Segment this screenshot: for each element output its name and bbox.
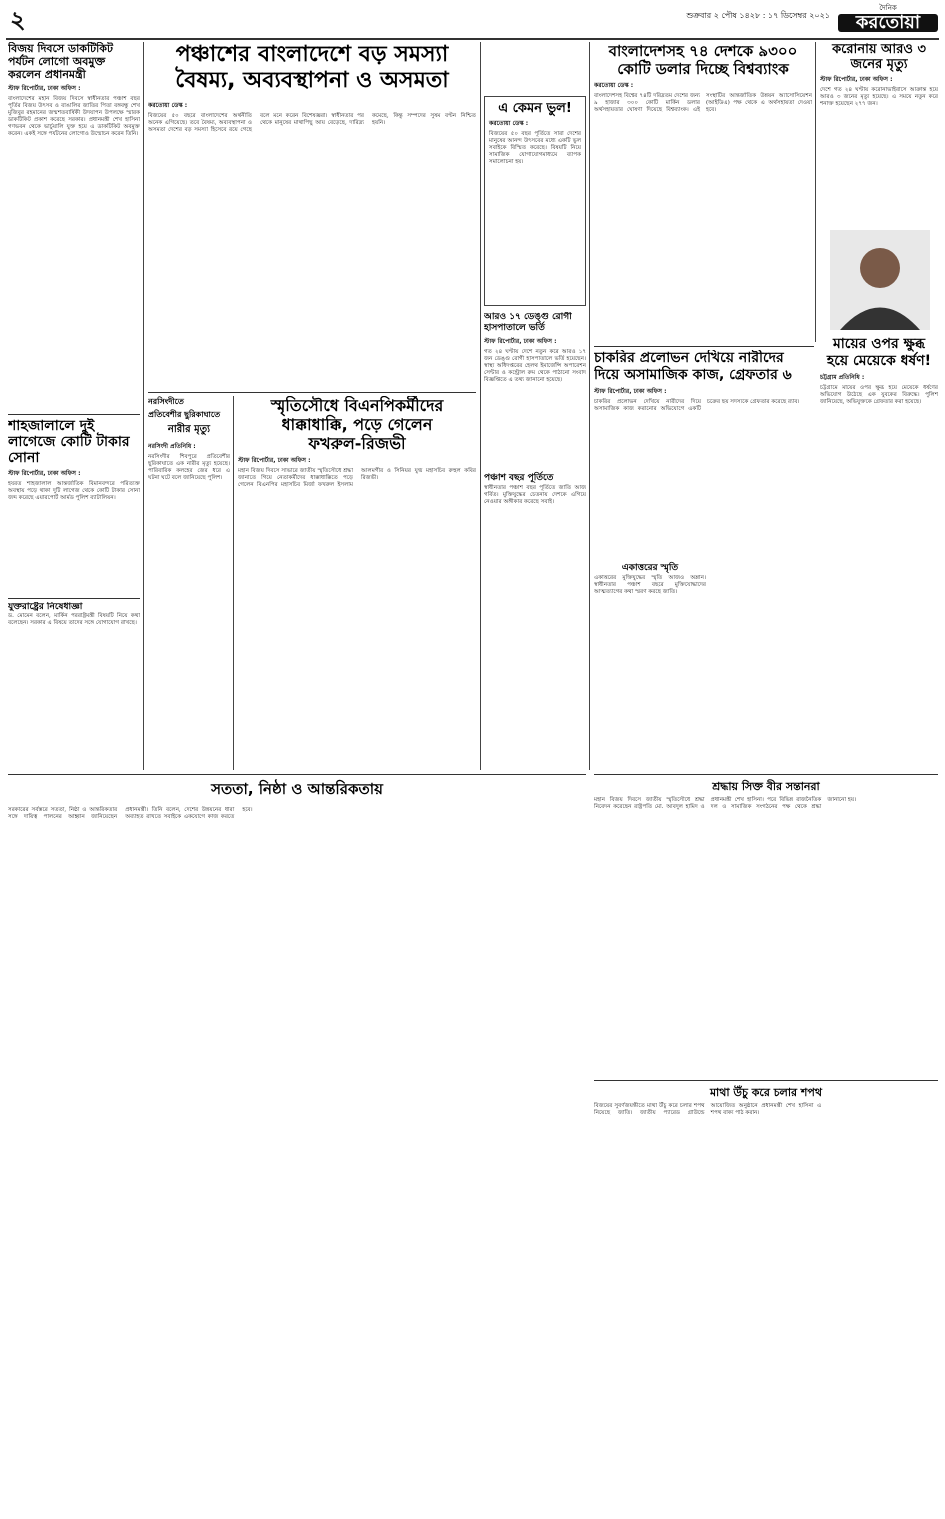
body: স্বাধীনতার পঞ্চাশ বছর পূর্তিতে জাতি আজ গর্বিত। মুক্তিযুদ্ধের চেতনায় দেশকে এগিয়ে নেওয়ার অঙ্গীকার করেছে সবাই।: [484, 485, 586, 505]
byline: চট্টগ্রাম প্রতিনিধি :: [820, 374, 865, 381]
article-worldbank: [594, 42, 812, 342]
headline-3: ফখরুল-রিজভী: [308, 434, 406, 453]
person-icon: [830, 230, 930, 330]
headline-1: পঞ্চাশের বাংলাদেশে বড় সমস্যা: [175, 42, 449, 67]
headline: পঞ্চাশ বছর পূর্তিতে: [484, 473, 554, 483]
divider: [8, 414, 140, 415]
article-fifty: [148, 42, 476, 392]
headline-2: কোটি ডলার দিচ্ছে বিশ্বব্যাংক: [617, 60, 789, 78]
col-rule: [233, 396, 234, 770]
byline: স্টাফ রিপোর্টার, ঢাকা অফিস :: [238, 457, 311, 464]
body: বিজয়ের ৫০ বছরে বাংলাদেশের অর্থনীতি অনেক এগিয়েছে। তবে বৈষম্য, অব্যবস্থাপনা ও অসমতা দেশের বড় সমস্যা হিসেবে রয়ে গেছে বলে মনে করেন বিশেষজ্ঞরা। স্বাধীনতার পর থেকে মানুষের মাথাপিছু আয় বেড়েছে, দারিদ্র্য কমেছে, কিন্তু সম্পদের সুষম বণ্টন নিশ্চিত হয়নি।: [148, 113, 476, 133]
article-corona: [820, 42, 938, 192]
byline: স্টাফ রিপোর্টার, ঢাকা অফিস :: [8, 85, 81, 92]
byline: করতোয়া ডেস্ক :: [148, 102, 188, 109]
headline: করোনায় আরও ৩ জনের মৃত্যু: [832, 42, 926, 72]
body: দেশে গত ২৪ ঘণ্টায় করোনাভাইরাসে আক্রান্ত হয়ে আরও ৩ জনের মৃত্যু হয়েছে। এ সময়ে নতুন করে শনাক্ত হয়েছেন ২৭৭ জন।: [820, 87, 938, 107]
article-ekattor: [594, 560, 706, 770]
headline-3: নারীর মৃত্যু: [167, 424, 211, 435]
headline: শ্রদ্ধায় সিক্ত বীর সন্তানরা: [712, 780, 820, 793]
article-usa: [8, 602, 140, 772]
headline: একাত্তরের স্মৃতি: [621, 563, 679, 573]
headline: বিজয় দিবসে ডাকটিকিট পর্যটন লোগো অবমুক্ত করলেন প্রধানমন্ত্রী: [8, 42, 113, 81]
byline: স্টাফ রিপোর্টার, ঢাকা অফিস :: [820, 76, 893, 83]
article-sotota: [8, 778, 586, 1498]
col-rule: [815, 42, 816, 342]
page-number: ২: [10, 6, 26, 34]
paper-name: করতোয়া: [838, 14, 938, 32]
portrait-photo: [830, 230, 930, 330]
divider: [8, 774, 586, 775]
divider: [594, 1080, 938, 1081]
headline-2: প্রতিবেশীর ছুরিকাঘাতে: [148, 410, 221, 419]
masthead-rule: [6, 38, 939, 40]
headline: মাথা উঁচু করে চলার শপথ: [709, 1086, 823, 1099]
byline: স্টাফ রিপোর্টার, ঢাকা অফিস :: [484, 338, 557, 345]
body: একাত্তরের মুক্তিযুদ্ধের স্মৃতি আজও অম্লান। স্বাধীনতার পঞ্চাশ বছরে মুক্তিযোদ্ধাদের আত্মত্যাগের কথা স্মরণ করছে জাতি।: [594, 575, 706, 595]
body: গত ২৪ ঘণ্টায় দেশে নতুন করে আরও ১৭ জন ডেঙ্গু রোগী হাসপাতালে ভর্তি হয়েছেন। স্বাস্থ্য অধিদপ্তরের হেলথ ইমার্জেন্সি অপারেশন সেন্টার ও কন্ট্রোল রুম থেকে পাঠানো সংবাদ বিজ্ঞপ্তিতে এ তথ্য জানানো হয়েছে।: [484, 349, 586, 383]
body: সরকারের সর্বস্তরে সততা, নিষ্ঠা ও আন্তরিকতার সঙ্গে দায়িত্ব পালনের আহ্বান জানিয়েছেন প্রধানমন্ত্রী। তিনি বলেন, দেশের উন্নয়নের ধারা অব্যাহত রাখতে সবাইকে একযোগে কাজ করতে হবে।: [8, 807, 253, 820]
divider: [148, 392, 476, 393]
headline-1: চাকরির প্রলোভন দেখিয়ে নারীদের: [594, 350, 784, 366]
body: নরসিংদীর শিবপুরে প্রতিবেশীর ছুরিকাঘাতে এক নারীর মৃত্যু হয়েছে। পারিবারিক কলহের জের ধরে এ ঘটনা ঘটে বলে জানিয়েছে পুলিশ।: [148, 454, 230, 481]
byline: নরসিংদী প্রতিনিধি :: [148, 443, 196, 450]
article-smritisoudho: [238, 396, 476, 770]
article-job: [594, 350, 814, 470]
body: হযরত শাহজালাল আন্তর্জাতিক বিমানবন্দরে পরিত্যক্ত অবস্থায় পড়ে থাকা দুটি লাগেজ থেকে কোটি টাকার সোনা জব্দ করেছে এয়ারপোর্ট আর্মড পুলিশ ব্যাটালিয়ন।: [8, 481, 140, 501]
headline-2: ধাক্কাধাক্কি, পড়ে গেলেন: [281, 415, 433, 434]
divider: [594, 774, 938, 775]
headline: সততা, নিষ্ঠা ও আন্তরিকতায়: [211, 780, 383, 798]
headline: এ কেমন ভুল!: [498, 101, 572, 116]
article-ponchash-purti: [484, 470, 586, 770]
article-ekemon: [484, 96, 586, 306]
byline: স্টাফ রিপোর্টার, ঢাকা অফিস :: [8, 470, 81, 477]
headline-2: দিয়ে অসামাজিক কাজ, গ্রেফতার ৬: [594, 367, 792, 383]
divider: [8, 598, 140, 599]
headline: শাহজালালে দুই লাগেজে কোটি টাকার সোনা: [8, 418, 130, 466]
body: বাংলাদেশের মহান বিজয় দিবসে স্বাধীনতার পঞ্চাশ বছর পূর্তির বিজয় উৎসব ও বাঙালির জাতির পিতা বঙ্গবন্ধু শেখ মুজিবুর রহমানের জন্মশতবার্ষিকী উদযাপন উপলক্ষে স্মারক ডাকটিকিট প্রকাশ করেছে সরকার। প্রধানমন্ত্রী শেখ হাসিনা গণভবন থেকে ভার্চুয়ালি যুক্ত হয়ে এ ডাকটিকিট অবমুক্ত করেন। একই সঙ্গে পর্যটনের লোগোও উন্মোচন করেন তিনি।: [8, 96, 140, 137]
article-dengue: [484, 312, 586, 452]
divider: [594, 346, 814, 347]
headline-2: বৈষম্য, অব্যবস্থাপনা ও অসমতা: [175, 68, 449, 93]
byline: করতোয়া ডেস্ক :: [594, 82, 634, 89]
headline-1: নরসিংদীতে: [148, 397, 184, 406]
headline: যুক্তরাষ্ট্রের নিষেধাজ্ঞা: [8, 602, 83, 612]
article-matha: [594, 1084, 938, 1504]
body: ড. মোমেন বলেন, মার্কিন পররাষ্ট্রমন্ত্রী বিষয়টি নিয়ে কথা বলেছেন। সরকার এ বিষয়ে তাদের সঙ্গে যোগাযোগ রাখছে।: [8, 613, 140, 626]
article-mother: [820, 336, 938, 636]
article-gold: [8, 418, 140, 598]
article-left-top: [8, 42, 140, 392]
headline: আরও ১৭ ডেঙ্গু রোগী হাসপাতালে ভর্তি: [484, 312, 572, 333]
headline-1: স্মৃতিসৌধে বিএনপিকর্মীদের: [270, 396, 444, 415]
body: মহান বিজয় দিবসে জাতীয় স্মৃতিসৌধে শ্রদ্ধা নিবেদন করেছেন রাষ্ট্রপতি মো. আবদুল হামিদ ও প্রধানমন্ত্রী শেখ হাসিনা। পরে বিভিন্ন রাজনৈতিক দল ও সামাজিক সংগঠনের পক্ষ থেকে শ্রদ্ধা জানানো হয়।: [594, 797, 857, 810]
body: চট্টগ্রামে মায়ের ওপর ক্ষুব্ধ হয়ে মেয়েকে ধর্ষণের অভিযোগ উঠেছে এক যুবকের বিরুদ্ধে। পুলিশ জানিয়েছে, অভিযুক্তকে গ্রেফতার করা হয়েছে।: [820, 385, 938, 405]
body: মহান বিজয় দিবসে সাভারে জাতীয় স্মৃতিসৌধে শ্রদ্ধা জানাতে গিয়ে নেতাকর্মীদের ধাক্কাধাক্কিতে পড়ে গেলেন বিএনপির মহাসচিব মির্জা ফখরুল ইসলাম আলমগীর ও সিনিয়র যুগ্ম মহাসচিব রুহুল কবির রিজভী।: [238, 468, 476, 488]
article-narsingdi: [148, 396, 230, 770]
date-line: শুক্রবার ২ পৌষ ১৪২৮ : ১৭ ডিসেম্বর ২০২১: [686, 11, 830, 20]
paper-small: দৈনিক: [879, 4, 897, 12]
byline: স্টাফ রিপোর্টার, ঢাকা অফিস :: [594, 388, 667, 395]
byline: করতোয়া ডেস্ক :: [489, 120, 529, 127]
article-tribute: [594, 778, 938, 1078]
headline-1: বাংলাদেশসহ ৭৪ দেশকে ৯৩০০: [608, 42, 798, 60]
col-rule: [589, 42, 590, 770]
body: চাকরির প্রলোভন দেখিয়ে নারীদের দিয়ে অসামাজিক কাজ করানোর অভিযোগে একটি চক্রের ছয় সদস্যকে গ্রেফতার করেছে র‍্যাব।: [594, 399, 800, 412]
body: বিজয়ের সুবর্ণজয়ন্তীতে মাথা উঁচু করে চলার শপথ নিয়েছে জাতি। জাতীয় প্যারেড গ্রাউন্ডে আয়োজিত অনুষ্ঠানে প্রধানমন্ত্রী শেখ হাসিনা এ শপথ বাক্য পাঠ করান।: [594, 1103, 822, 1116]
body: বিজয়ের ৫০ বছর পূর্তিতে সারা দেশের মানুষের আনন্দ উৎসবের মধ্যে একটি ভুল সবাইকে বিস্মিত করেছে। বিষয়টি নিয়ে সামাজিক যোগাযোগমাধ্যমে ব্যাপক সমালোচনা হয়।: [489, 131, 581, 165]
col-rule: [143, 42, 144, 770]
paper-logo: [838, 2, 938, 34]
col-rule: [480, 42, 481, 770]
headline: মায়ের ওপর ক্ষুব্ধ হয়ে মেয়েকে ধর্ষণ!: [826, 336, 932, 369]
body: বাংলাদেশসহ বিশ্বের ৭৪টি দরিদ্রতম দেশের জন্য ৯ হাজার ৩০০ কোটি মার্কিন ডলার অর্থসহায়তার ঘোষণা দিয়েছে বিশ্বব্যাংক। এই সংস্থাটির আন্তর্জাতিক উন্নয়ন অ্যাসোসিয়েশন (আইডিএ) পক্ষ থেকে এ অর্থসহায়তা দেওয়া হবে।: [594, 93, 812, 113]
